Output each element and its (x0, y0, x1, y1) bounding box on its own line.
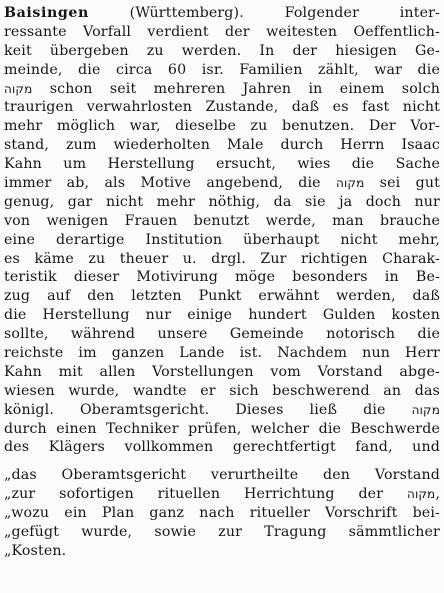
text-run: sollte, während unsere Gemeinde notorisch die (4, 326, 440, 343)
text-run: Kahn um Herstellung ersucht, wies die Sache (4, 156, 440, 173)
text-line (4, 80, 440, 99)
text-run: die Herstellung nur einige hundert Gulden kosten (4, 307, 440, 324)
text-run: „gefügt wurde, sowie zur Tragung sämmtlicher (4, 524, 440, 541)
text-line (4, 23, 440, 42)
text-line (4, 61, 440, 80)
text-run: keit übergeben zu werden. In der hiesigen Ge- (4, 42, 440, 59)
text-line (4, 42, 440, 61)
text-run: „Kosten. (4, 542, 67, 559)
article-body (4, 4, 440, 561)
text-run: genug, gar nicht mehr nöthig, da sie ja doch nur (4, 193, 440, 210)
text-run: immer ab, als Motive angebend, die (4, 175, 337, 192)
text-run: , (435, 486, 440, 503)
text-run: des Klägers vollkommen gerechtfertigt fand, und (4, 439, 440, 456)
text-line (4, 420, 440, 439)
text-line (4, 174, 440, 193)
text-run: eine derartige Institution überhaupt nicht mehr, (4, 231, 440, 248)
text-line (4, 4, 440, 23)
text-run: „zur sofortigen rituellen Herrichtung der (4, 486, 407, 503)
text-run: stand, zum wiederholten Male durch Herrn Isaac (4, 137, 440, 154)
text-run: „wozu ein Plan ganz nach ritueller Vorschrift bei- (4, 505, 440, 522)
text-line (4, 523, 440, 542)
text-line (4, 438, 440, 457)
hebrew-word: מקוה (411, 402, 440, 417)
headline-place: Baisingen (4, 5, 89, 21)
text-run: ressante Vorfall verdient der weitesten Oeffentlich- (4, 23, 440, 40)
text-run: teristik dieser Motivirung möge besonders in Be- (4, 269, 440, 286)
text-line (4, 250, 440, 269)
text-line (4, 193, 440, 212)
text-line (4, 212, 440, 231)
text-run: sei gut (364, 175, 440, 192)
text-run: königl. Oberamtsgericht. Dieses ließ die (4, 401, 412, 418)
text-run: zug auf den letzten Punkt erwähnt werden, daß (4, 288, 440, 305)
text-line (4, 268, 440, 287)
text-line (4, 306, 440, 325)
text-line (4, 382, 440, 401)
text-line (4, 363, 440, 382)
text-run: durch einen Techniker prüfen, welcher die Beschwerde (4, 420, 440, 437)
text-line (4, 504, 440, 523)
text-run: meinde, die circa 60 isr. Familien zählt, war die (4, 61, 440, 78)
text-run: wiesen wurde, wandte er sich beschwerend an das (4, 382, 440, 399)
hebrew-word: מקוה (4, 81, 33, 96)
hebrew-word: מקוה (336, 176, 365, 191)
hebrew-word: מקוה (406, 487, 436, 502)
text-line (4, 325, 440, 344)
text-run: schon seit mehreren Jahren in einem solch (32, 80, 440, 97)
text-line (4, 401, 440, 420)
text-run: von wenigen Frauen benutzt werde, man brauche (4, 212, 440, 229)
text-line (4, 466, 440, 485)
text-run: (Württemberg). Folgender inter- (88, 5, 440, 21)
text-line (4, 485, 440, 504)
text-line (4, 287, 440, 306)
text-run: reichste im ganzen Lande ist. Nachdem nun Herr (4, 345, 440, 362)
text-line (4, 117, 440, 136)
text-line (4, 136, 440, 155)
text-line (4, 344, 440, 363)
text-run: traurigen verwahrlosten Zustande, daß es fast nicht (4, 99, 440, 116)
text-line (4, 98, 440, 117)
text-line (4, 155, 440, 174)
text-run: „das Oberamtsgericht verurtheilte den Vorstand (4, 467, 440, 484)
text-run: es käme zu theuer u. drgl. Zur richtigen Charak- (4, 250, 440, 267)
text-line (4, 542, 440, 561)
text-run: Kahn mit allen Vorstellungen vom Vorstand abge- (4, 363, 440, 380)
text-line (4, 231, 440, 250)
paragraph-gap (4, 457, 440, 466)
text-run: mehr möglich war, dieselbe zu benutzen. Der Vor- (4, 118, 440, 135)
